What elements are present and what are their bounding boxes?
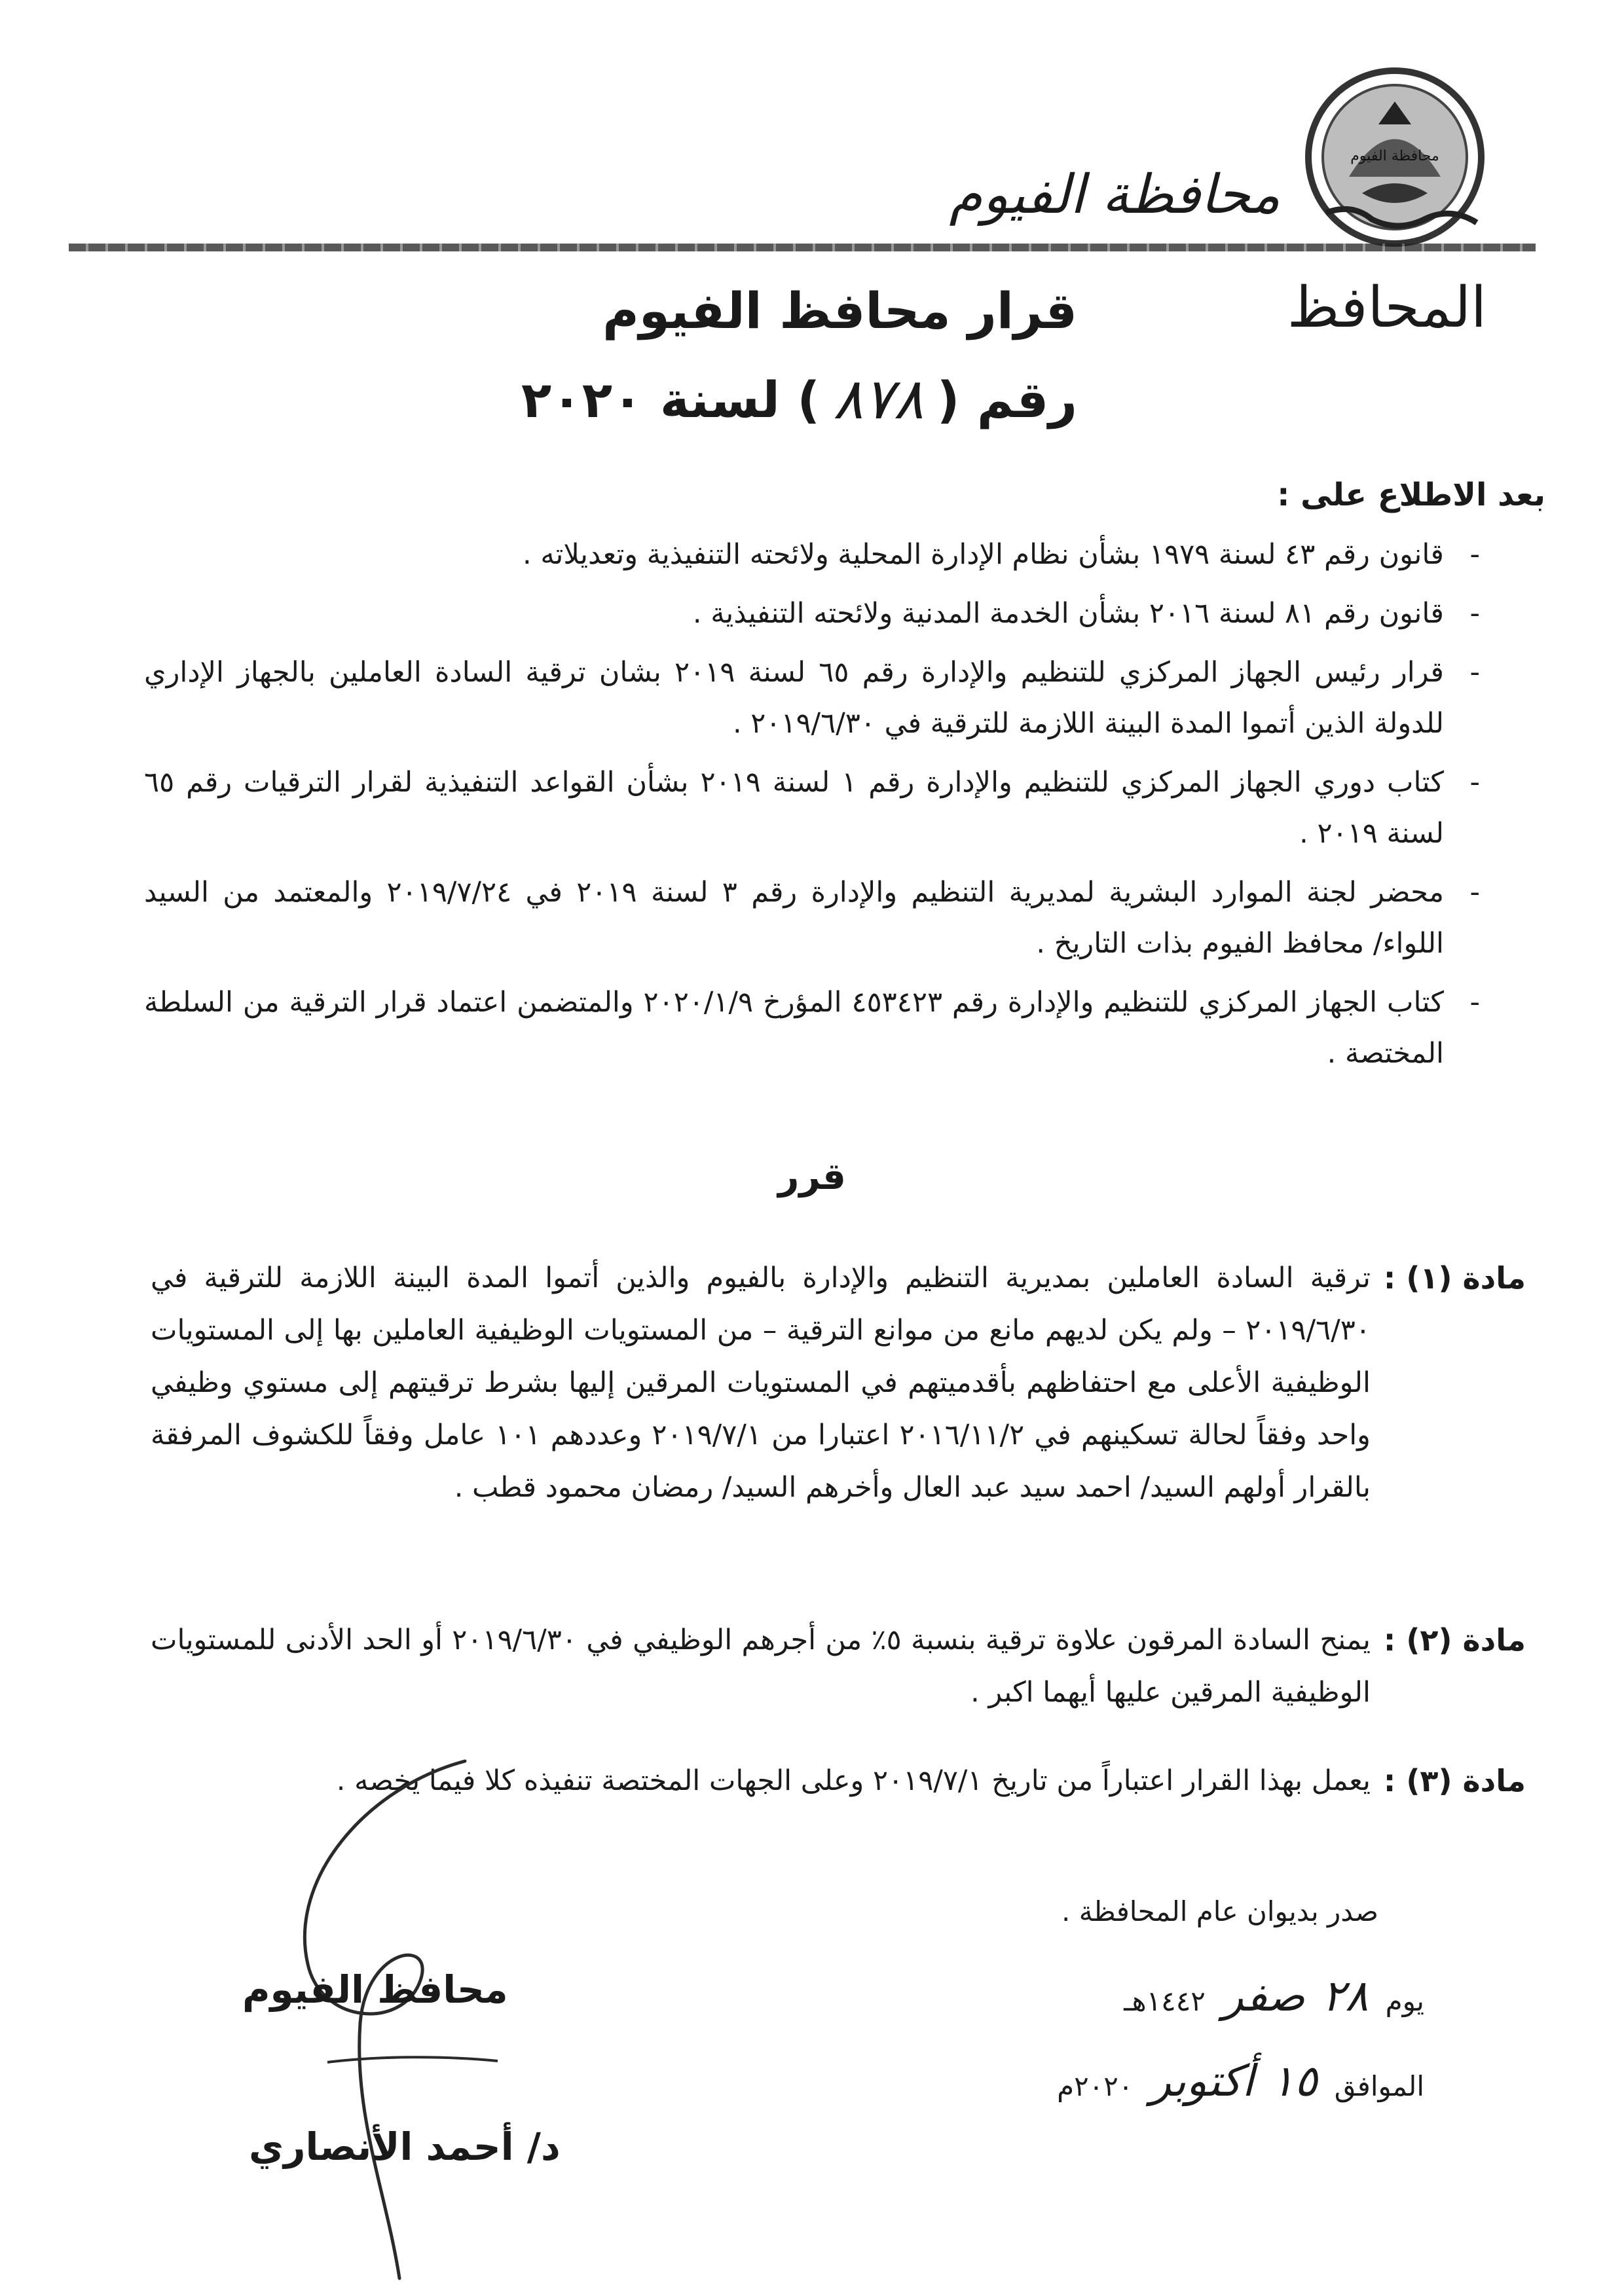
svg-text:محافظة الفيوم: محافظة الفيوم xyxy=(1350,148,1439,164)
decided-heading: قرر xyxy=(778,1156,846,1198)
governorate-seal-icon xyxy=(1300,62,1490,252)
gregorian-label: الموافق xyxy=(1334,2070,1424,2102)
preamble-item: - كتاب دوري الجهاز المركزي للتنظيم والإدارة رقم ١ لسنة ٢٠١٩ بشأن القواعد التنفيذية لقرار الترقيات رقم ٦٥ لسنة ٢٠١٩ . xyxy=(144,757,1480,859)
decision-number-suffix: ) لسنة ٢٠٢٠ xyxy=(521,370,821,429)
signature-title: محافظ الفيوم xyxy=(242,1967,508,2012)
header-divider xyxy=(69,244,1536,251)
decision-title: قرار محافظ الفيوم xyxy=(602,282,1077,340)
issued-statement: صدر بديوان عام المحافظة . xyxy=(1061,1895,1378,1927)
day-label: يوم xyxy=(1385,1985,1424,2017)
decision-number xyxy=(521,367,1077,432)
handwritten-signature-icon xyxy=(249,1748,524,2285)
article-1 xyxy=(151,1252,1526,1514)
hijri-date xyxy=(1124,1971,1424,2021)
preamble-item: - قرار رئيس الجهاز المركزي للتنظيم والإدارة رقم ٦٥ لسنة ٢٠١٩ بشان ترقية السادة العاملين بالجهاز الإداري للدولة الذين أتموا المدة البينة اللازمة للترقية في ٢٠١٩/٦/٣٠ . xyxy=(144,647,1480,749)
article-text: ترقية السادة العاملين بمديرية التنظيم والإدارة بالفيوم والذين أتموا المدة البينة اللازمة للترقية في ٢٠١٩/٦/٣٠ – ولم يكن لديهم مانع من موانع الترقية – من المستويات الوظيفية العاملين بها إلى المستويات الوظيفية الأعلى مع احتفاظهم بأقدميتهم في المستويات المرقين إليها بشرط ترقيتهم إلى مستوي وظيفي واحد وفقاً لحالة تسكينهم في ٢٠١٦/١١/٢ اعتبارا من ٢٠١٩/٧/١ وعددهم ١٠١ عامل وفقاً للكشوف المرفقة بالقرار أولهم السيد/ احمد سيد عبد العال وأخرهم السيد/ رمضان محمود قطب . xyxy=(151,1262,1371,1504)
hijri-year: ١٤٤٢هـ xyxy=(1124,1985,1206,2017)
article-text: يمنح السادة المرقون علاوة ترقية بنسبة ٥٪ من أجرهم الوظيفي في ٢٠١٩/٦/٣٠ أو الحد الأدنى للمستويات الوظيفية المرقين عليها أيهما اكبر . xyxy=(151,1624,1371,1709)
article-2 xyxy=(151,1614,1526,1719)
gregorian-month: أكتوبر xyxy=(1150,2056,1254,2106)
gregorian-day: ١٥ xyxy=(1270,2056,1318,2106)
hijri-month: صفر xyxy=(1222,1971,1305,2021)
decision-number-value: ٨٧٨ xyxy=(833,367,924,432)
gregorian-year: ٢٠٢٠م xyxy=(1057,2070,1134,2102)
preamble-item: - قانون رقم ٤٣ لسنة ١٩٧٩ بشأن نظام الإدارة المحلية ولائحته التنفيذية وتعديلاته . xyxy=(144,529,1480,580)
article-label: مادة (١) : xyxy=(1383,1260,1526,1296)
governorate-name: محافظة الفيوم xyxy=(949,164,1280,226)
article-label: مادة (٢) : xyxy=(1383,1622,1526,1658)
preamble-item: - قانون رقم ٨١ لسنة ٢٠١٦ بشأن الخدمة المدنية ولائحته التنفيذية . xyxy=(144,588,1480,639)
signature-name: د/ أحمد الأنصاري xyxy=(249,2124,561,2169)
decision-number-prefix: رقم ( xyxy=(936,370,1077,429)
hijri-day: ٢٨ xyxy=(1321,1971,1369,2021)
preamble-title: بعد الاطلاع على : xyxy=(1277,477,1545,513)
preamble-item: - محضر لجنة الموارد البشرية لمديرية التنظيم والإدارة رقم ٣ لسنة ٢٠١٩ في ٢٠١٩/٧/٢٤ والمعتمد من السيد اللواء/ محافظ الفيوم بذات التاريخ . xyxy=(144,867,1480,969)
article-text: يعمل بهذا القرار اعتباراً من تاريخ ٢٠١٩/٧/١ وعلى الجهات المختصة تنفيذه كلا فيما يخصه . xyxy=(336,1764,1371,1797)
governor-label: المحافظ xyxy=(1287,275,1486,340)
article-label: مادة (٣) : xyxy=(1383,1763,1526,1798)
gregorian-date xyxy=(1057,2056,1424,2106)
preamble-list xyxy=(144,529,1480,1087)
preamble-item: - كتاب الجهاز المركزي للتنظيم والإدارة رقم ٤٥٣٤٢٣ المؤرخ ٢٠٢٠/١/٩ والمتضمن اعتماد قرار الترقية من السلطة المختصة . xyxy=(144,977,1480,1079)
